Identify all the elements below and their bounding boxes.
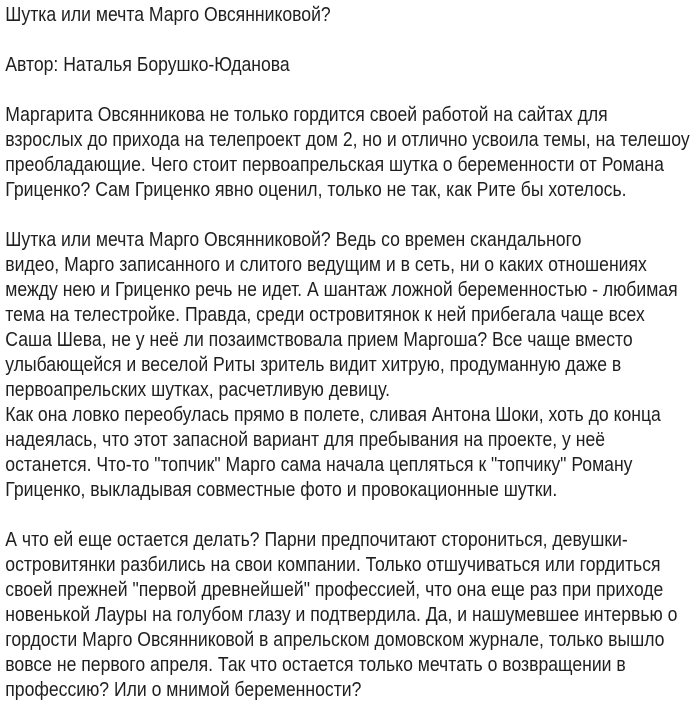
text-line: Шутка или мечта Марго Овсянниковой? Ведь со времен скандального xyxy=(5,229,582,251)
text-line: Маргарита Овсянникова не только гордится своей работой на сайтах для xyxy=(5,104,608,126)
paragraph-conclusion xyxy=(5,528,698,703)
text-line: первоапрельских шутках, расчетливую девицу. xyxy=(5,379,390,401)
text-line: улыбающейся и веселой Риты зритель видит хитрую, продуманную даже в xyxy=(5,354,622,376)
article-body xyxy=(5,103,698,703)
text-line: островитянки разбились на свои компании. Только отшучиваться или гордиться xyxy=(5,554,661,576)
paragraph-body xyxy=(5,228,698,403)
author-line: Автор: Наталья Борушко-Юданова xyxy=(5,54,290,76)
text-line: А что ей еще остается делать? Парни предпочитают сторониться, девушки- xyxy=(5,529,628,551)
text-line: видео, Марго записанного и слитого ведущим и в сеть, ни о каких отношениях xyxy=(5,254,647,276)
text-line: Гриценко? Сам Гриценко явно оценил, только не так, как Рите бы хотелось. xyxy=(5,179,627,201)
text-line: тема на телестройке. Правда, среди островитянок к ней прибегала чаще всех xyxy=(5,304,645,326)
text-line: новенькой Лауры на голубом глазу и подтвердила. Да, и нашумевшее интервью о xyxy=(5,604,678,626)
text-line: профессию? Или о мнимой беременности? xyxy=(5,679,362,701)
text-line: своей прежней "первой древнейшей" профессией, что она еще раз при приходе xyxy=(5,579,664,601)
text-line: между нею и Гриценко речь не идет. А шантаж ложной беременностью - любимая xyxy=(5,279,678,301)
text-line: преобладающие. Чего стоит первоапрельская шутка о беременности от Романа xyxy=(5,154,664,176)
paragraph-body-continued xyxy=(5,403,698,503)
article-title: Шутка или мечта Марго Овсянниковой? xyxy=(5,4,331,26)
text-line: Как она ловко переобулась прямо в полете, сливая Антона Шоки, хоть до конца xyxy=(5,404,661,426)
text-line: останется. Что-то "топчик" Марго сама начала цепляться к "топчику" Роману xyxy=(5,454,633,476)
paragraph-intro xyxy=(5,103,698,203)
text-line: взрослых до прихода на телепроект дом 2, но и отлично усвоила темы, на телешоу xyxy=(5,129,690,151)
text-line: Гриценко, выкладывая совместные фото и провокационные шутки. xyxy=(5,479,558,501)
text-line: гордости Марго Овсянниковой в апрельском домовском журнале, только вышло xyxy=(5,629,665,651)
text-line: вовсе не первого апреля. Так что остается только мечтать о возвращении в xyxy=(5,654,626,676)
text-line: Саша Шева, не у неё ли позаимствовала прием Маргоша? Все чаще вместо xyxy=(5,329,633,351)
text-line: надеялась, что этот запасной вариант для пребывания на проекте, у неё xyxy=(5,429,606,451)
